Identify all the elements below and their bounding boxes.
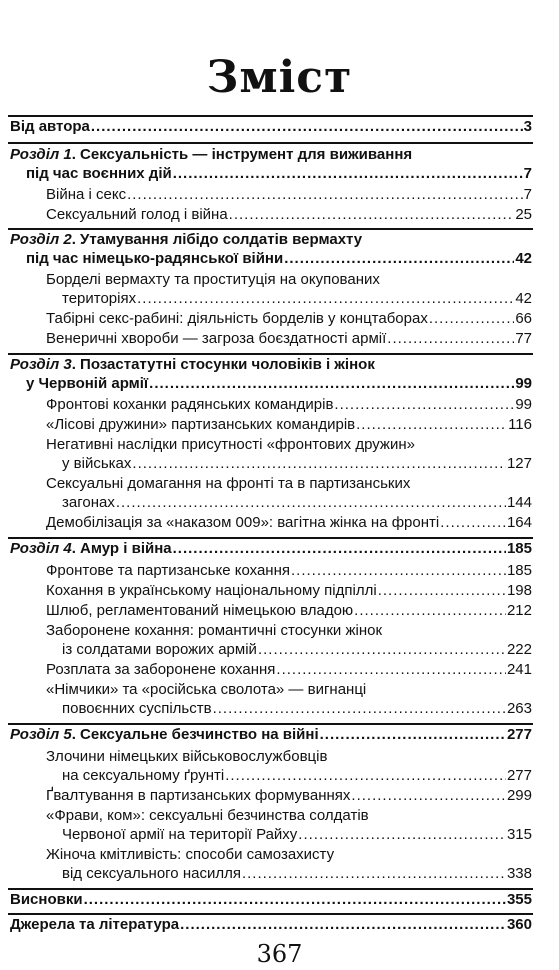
toc-entry-s4b: Кохання в українському національному підпіллі ..... 198 (46, 582, 532, 599)
toc-entry-s1a: Війна і секс ..... 7 (46, 186, 532, 203)
toc-entry-s5c: Червоної армії на території Райху ..... 315 (62, 826, 532, 843)
toc-entry-s3d-line1: Сексуальні домагання на фронті та в партизанських (46, 475, 411, 492)
toc-chapter-2: під час німецько-радянської війни ..... 42 (26, 250, 532, 267)
toc-entry-author: Від автора ..... 3 (10, 118, 532, 135)
page-title: Зміст (206, 52, 353, 103)
toc-entry-s3c-line1: Негативні наслідки присутності «фронтових дружин» (46, 436, 415, 453)
title-rule (8, 115, 533, 117)
toc-entry-s4d-line1: Заборонене кохання: романтичні стосунки жінок (46, 622, 383, 639)
section-rule (8, 888, 533, 890)
toc-chapter-1-title: Розділ 1. Сексуальність — інструмент для виживання (10, 146, 413, 163)
section-rule (8, 537, 533, 539)
toc-entry-s3c: у військах ..... 127 (62, 455, 532, 472)
toc-entry-s3d: загонах ..... 144 (62, 494, 532, 511)
toc-entry-s2a: територіях ..... 42 (62, 290, 532, 307)
page-number: 367 (256, 940, 303, 968)
toc-entry-s1b: Сексуальний голод і війна ..... 25 (46, 206, 532, 223)
section-rule (8, 723, 533, 725)
toc-entry-s4e: Розплата за заборонене кохання ..... 241 (46, 661, 532, 678)
toc-chapter-2-title: Розділ 2. Утамування лібідо солдатів вермахту (10, 231, 363, 248)
toc-entry-s4a: Фронтове та партизанське кохання ..... 185 (46, 562, 532, 579)
toc-entry-s4f: повоєнних суспільств ..... 263 (62, 700, 532, 717)
section-rule (8, 913, 533, 915)
toc-entry-s4c: Шлюб, регламентований німецькою владою ..... 212 (46, 602, 532, 619)
toc-entry-s3e: Демобілізація за «наказом 009»: вагітна жінка на фронті ..... 164 (46, 514, 532, 531)
toc-entry-s5b: Ґвалтування в партизанських формуваннях ..... 299 (46, 787, 532, 804)
section-rule (8, 228, 533, 230)
toc-entry-s5d-line1: Жіноча кмітливість: способи самозахисту (46, 846, 335, 863)
toc-chapter-5: Розділ 5. Сексуальне безчинство на війні ..... 277 (10, 726, 532, 743)
toc-entry-s5a-line1: Злочини німецьких військовослужбовців (46, 748, 328, 765)
section-rule (8, 142, 533, 144)
toc-entry-s3a: Фронтові коханки радянських командирів ..... 99 (46, 396, 532, 413)
toc-entry-s3b: «Лісові дружини» партизанських командирів ..... 116 (46, 416, 532, 433)
toc-entry-s5d: від сексуального насилля ..... 338 (62, 865, 532, 882)
toc-chapter-1: під час воєнних дій ..... 7 (26, 165, 532, 182)
toc-entry-s2b: Табірні секс-рабині: діяльність борделів у концтаборах ..... 66 (46, 310, 532, 327)
toc-chapter-3-title: Розділ 3. Позастатутні стосунки чоловіків і жінок (10, 356, 375, 373)
toc-entry-s5a: на сексуальному ґрунті ..... 277 (62, 767, 532, 784)
toc-entry-s5c-line1: «Фрави, ком»: сексуальні безчинства солдатів (46, 807, 369, 824)
toc-entry-sources: Джерела та література ..... 360 (10, 916, 532, 933)
toc-entry-conclusions-line: Висновки ..... 355 (10, 891, 532, 908)
toc-entry-s2a-line1: Борделі вермахту та проституція на окупованих (46, 271, 380, 288)
toc-chapter-3: у Червоній армії ..... 99 (26, 375, 532, 392)
toc-entry-s4d: із солдатами ворожих армій ..... 222 (62, 641, 532, 658)
toc-chapter-4: Розділ 4. Амур і війна ..... 185 (10, 540, 532, 557)
section-rule (8, 353, 533, 355)
toc-entry-s4f-line1: «Німчики» та «російська сволота» — вигнанці (46, 681, 367, 698)
toc-entry-s2c: Венеричні хвороби — загроза боєздатності армії ..... 77 (46, 330, 532, 347)
